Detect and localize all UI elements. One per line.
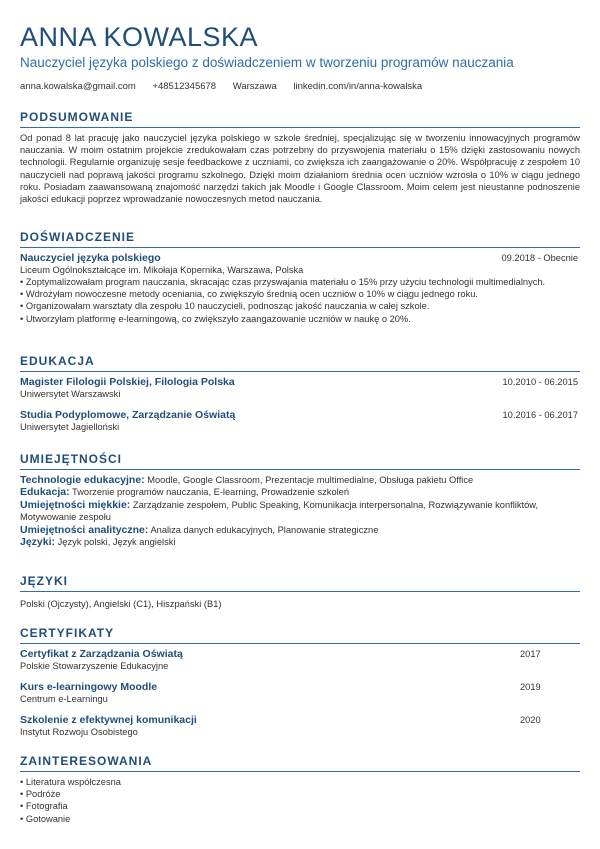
- list-item: • Gotowanie: [20, 813, 580, 825]
- skill-value: Moodle, Google Classroom, Prezentacje multimedialne, Obsługa pakietu Office: [147, 475, 474, 485]
- education-section: [20, 354, 580, 433]
- skill-row: [20, 536, 580, 548]
- job-bullets: [20, 276, 580, 325]
- skill-value: Język polski, Język angielski: [57, 537, 176, 548]
- school-name: Uniwersytet Jagielloński: [20, 422, 120, 432]
- certificate-issuer: Polskie Stowarzyszenie Edukacyjne: [20, 661, 169, 671]
- email-text: anna.kowalska@gmail.com: [20, 81, 136, 92]
- list-item: • Podróże: [20, 788, 580, 800]
- contact-line: [20, 81, 436, 92]
- certificate-year: 2017: [520, 649, 541, 659]
- skills-section: [20, 452, 580, 548]
- skill-label: Edukacja:: [20, 486, 70, 499]
- job-header: [20, 252, 580, 264]
- school-name: Uniwersytet Warszawski: [20, 389, 121, 399]
- summary-section: [20, 110, 580, 205]
- interests-heading: ZAINTERESOWANIA: [20, 754, 580, 772]
- skill-value: Tworzenie programów nauczania, E-learning, Prowadzenie szkoleń: [72, 487, 350, 498]
- skill-label: Umiejętności miękkie:: [20, 498, 131, 511]
- certificate-name: Certyfikat z Zarządzania Oświatą: [20, 648, 183, 660]
- certificate-entry: [20, 714, 580, 738]
- employer: Liceum Ogólnokształcące im. Mikołaja Kopernika, Warszawa, Polska: [20, 265, 304, 275]
- job-title: Nauczyciel języka polskiego: [20, 252, 161, 264]
- candidate-title: Nauczyciel języka polskiego z doświadczeniem w tworzeniu programów nauczania: [20, 55, 514, 70]
- linkedin-text: linkedin.com/in/anna-kowalska: [293, 81, 423, 92]
- education-dates: 10.2010 - 06.2015: [502, 377, 578, 387]
- experience-heading: DOŚWIADCZENIE: [20, 230, 580, 248]
- languages-text: Polski (Ojczysty), Angielski (C1), Hiszpański (B1): [20, 599, 222, 609]
- skill-row: [20, 499, 580, 524]
- summary-heading: PODSUMOWANIE: [20, 110, 580, 128]
- certificates-heading: CERTYFIKATY: [20, 626, 580, 644]
- skill-row: [20, 474, 580, 486]
- skill-label: Technologie edukacyjne:: [20, 474, 145, 486]
- list-item: • Fotografia: [20, 800, 580, 812]
- skill-value: Analiza danych edukacyjnych, Planowanie strategiczne: [150, 524, 379, 535]
- education-dates: 10.2016 - 06.2017: [502, 410, 578, 420]
- certificate-issuer: Centrum e-Learningu: [20, 694, 108, 704]
- certificate-name: Szkolenie z efektywnej komunikacji: [20, 714, 197, 726]
- list-item: • Wdrożyłam nowoczesne metody oceniania, co zwiększyło średnią ocen uczniów o 10% w ciągu jednego roku.: [20, 288, 580, 300]
- interests-list: [20, 776, 580, 825]
- skill-row: [20, 524, 580, 536]
- skill-label: Języki:: [20, 536, 56, 549]
- degree-title: Magister Filologii Polskiej, Filologia Polska: [20, 376, 235, 388]
- education-entry: [20, 376, 580, 400]
- certificate-entry: [20, 648, 580, 672]
- list-item: • Organizowałam warsztaty dla zespołu 10 nauczycieli, podnosząc jakość nauczania w całej szkole.: [20, 300, 580, 312]
- certificate-entry: [20, 681, 580, 705]
- city-text: Warszawa: [232, 81, 277, 92]
- certificates-section: [20, 626, 580, 738]
- certificate-year: 2019: [520, 682, 541, 692]
- certificate-year: 2020: [520, 715, 541, 725]
- skill-value: Zarządzanie zespołem, Public Speaking, Komunikacja interpersonalna, Rozwiązywanie konfliktów, Motywowanie zespołu: [20, 499, 539, 523]
- languages-heading: JĘZYKI: [20, 574, 580, 592]
- job-dates: 09.2018 - Obecnie: [501, 253, 578, 263]
- degree-title: Studia Podyplomowe, Zarządzanie Oświatą: [20, 409, 236, 421]
- skill-row: [20, 486, 580, 498]
- certificate-name: Kurs e-learningowy Moodle: [20, 681, 158, 693]
- interests-section: [20, 754, 580, 825]
- list-item: • Zoptymalizowałam program nauczania, skracając czas przyswajania materiału o 15% przy użyciu technologii multimedialnych.: [20, 276, 580, 288]
- education-heading: EDUKACJA: [20, 354, 580, 372]
- languages-section: [20, 574, 580, 610]
- education-entry: [20, 409, 580, 433]
- list-item: • Utworzyłam platformę e-learningową, co zwiększyło zaangażowanie uczniów w naukę o 20%.: [20, 313, 580, 325]
- experience-section: [20, 230, 580, 325]
- summary-text: Od ponad 8 lat pracuję jako nauczyciel języka polskiego w szkole średniej, specjalizując się w tworzeniu innowacyjnych programów nauczania. W moim ostatnim projekcie zredukowałam czas potrzebny do przyswojenia materiału o 15% dzięki zastosowaniu nowych technologii. Regularnie organizuję sesje feedbackowe z uczniami, co zwiększa ich zaangażowanie o 20%. Współpracuję z zespołem 10 nauczycieli nad poprawą jakości programu szkolnego. Dzięki moim działaniom średnia ocen uczniów wzrosła o 10% w ciągu jednego roku. Posiadam zaawansowaną znajomość narzędzi takich jak Moodle i Google Classroom. Moim celem jest nieustanne podnoszenie jakości edukacji poprzez wprowadzanie nowoczesnych metod nauczania.: [20, 133, 580, 205]
- phone-text: +48512345678: [152, 81, 217, 92]
- skill-label: Umiejętności analityczne:: [20, 523, 149, 536]
- certificate-issuer: Instytut Rozwoju Osobistego: [20, 727, 138, 737]
- candidate-name: ANNA KOWALSKA: [20, 22, 259, 52]
- skills-heading: UMIEJĘTNOŚCI: [20, 452, 580, 470]
- list-item: • Literatura współczesna: [20, 776, 580, 788]
